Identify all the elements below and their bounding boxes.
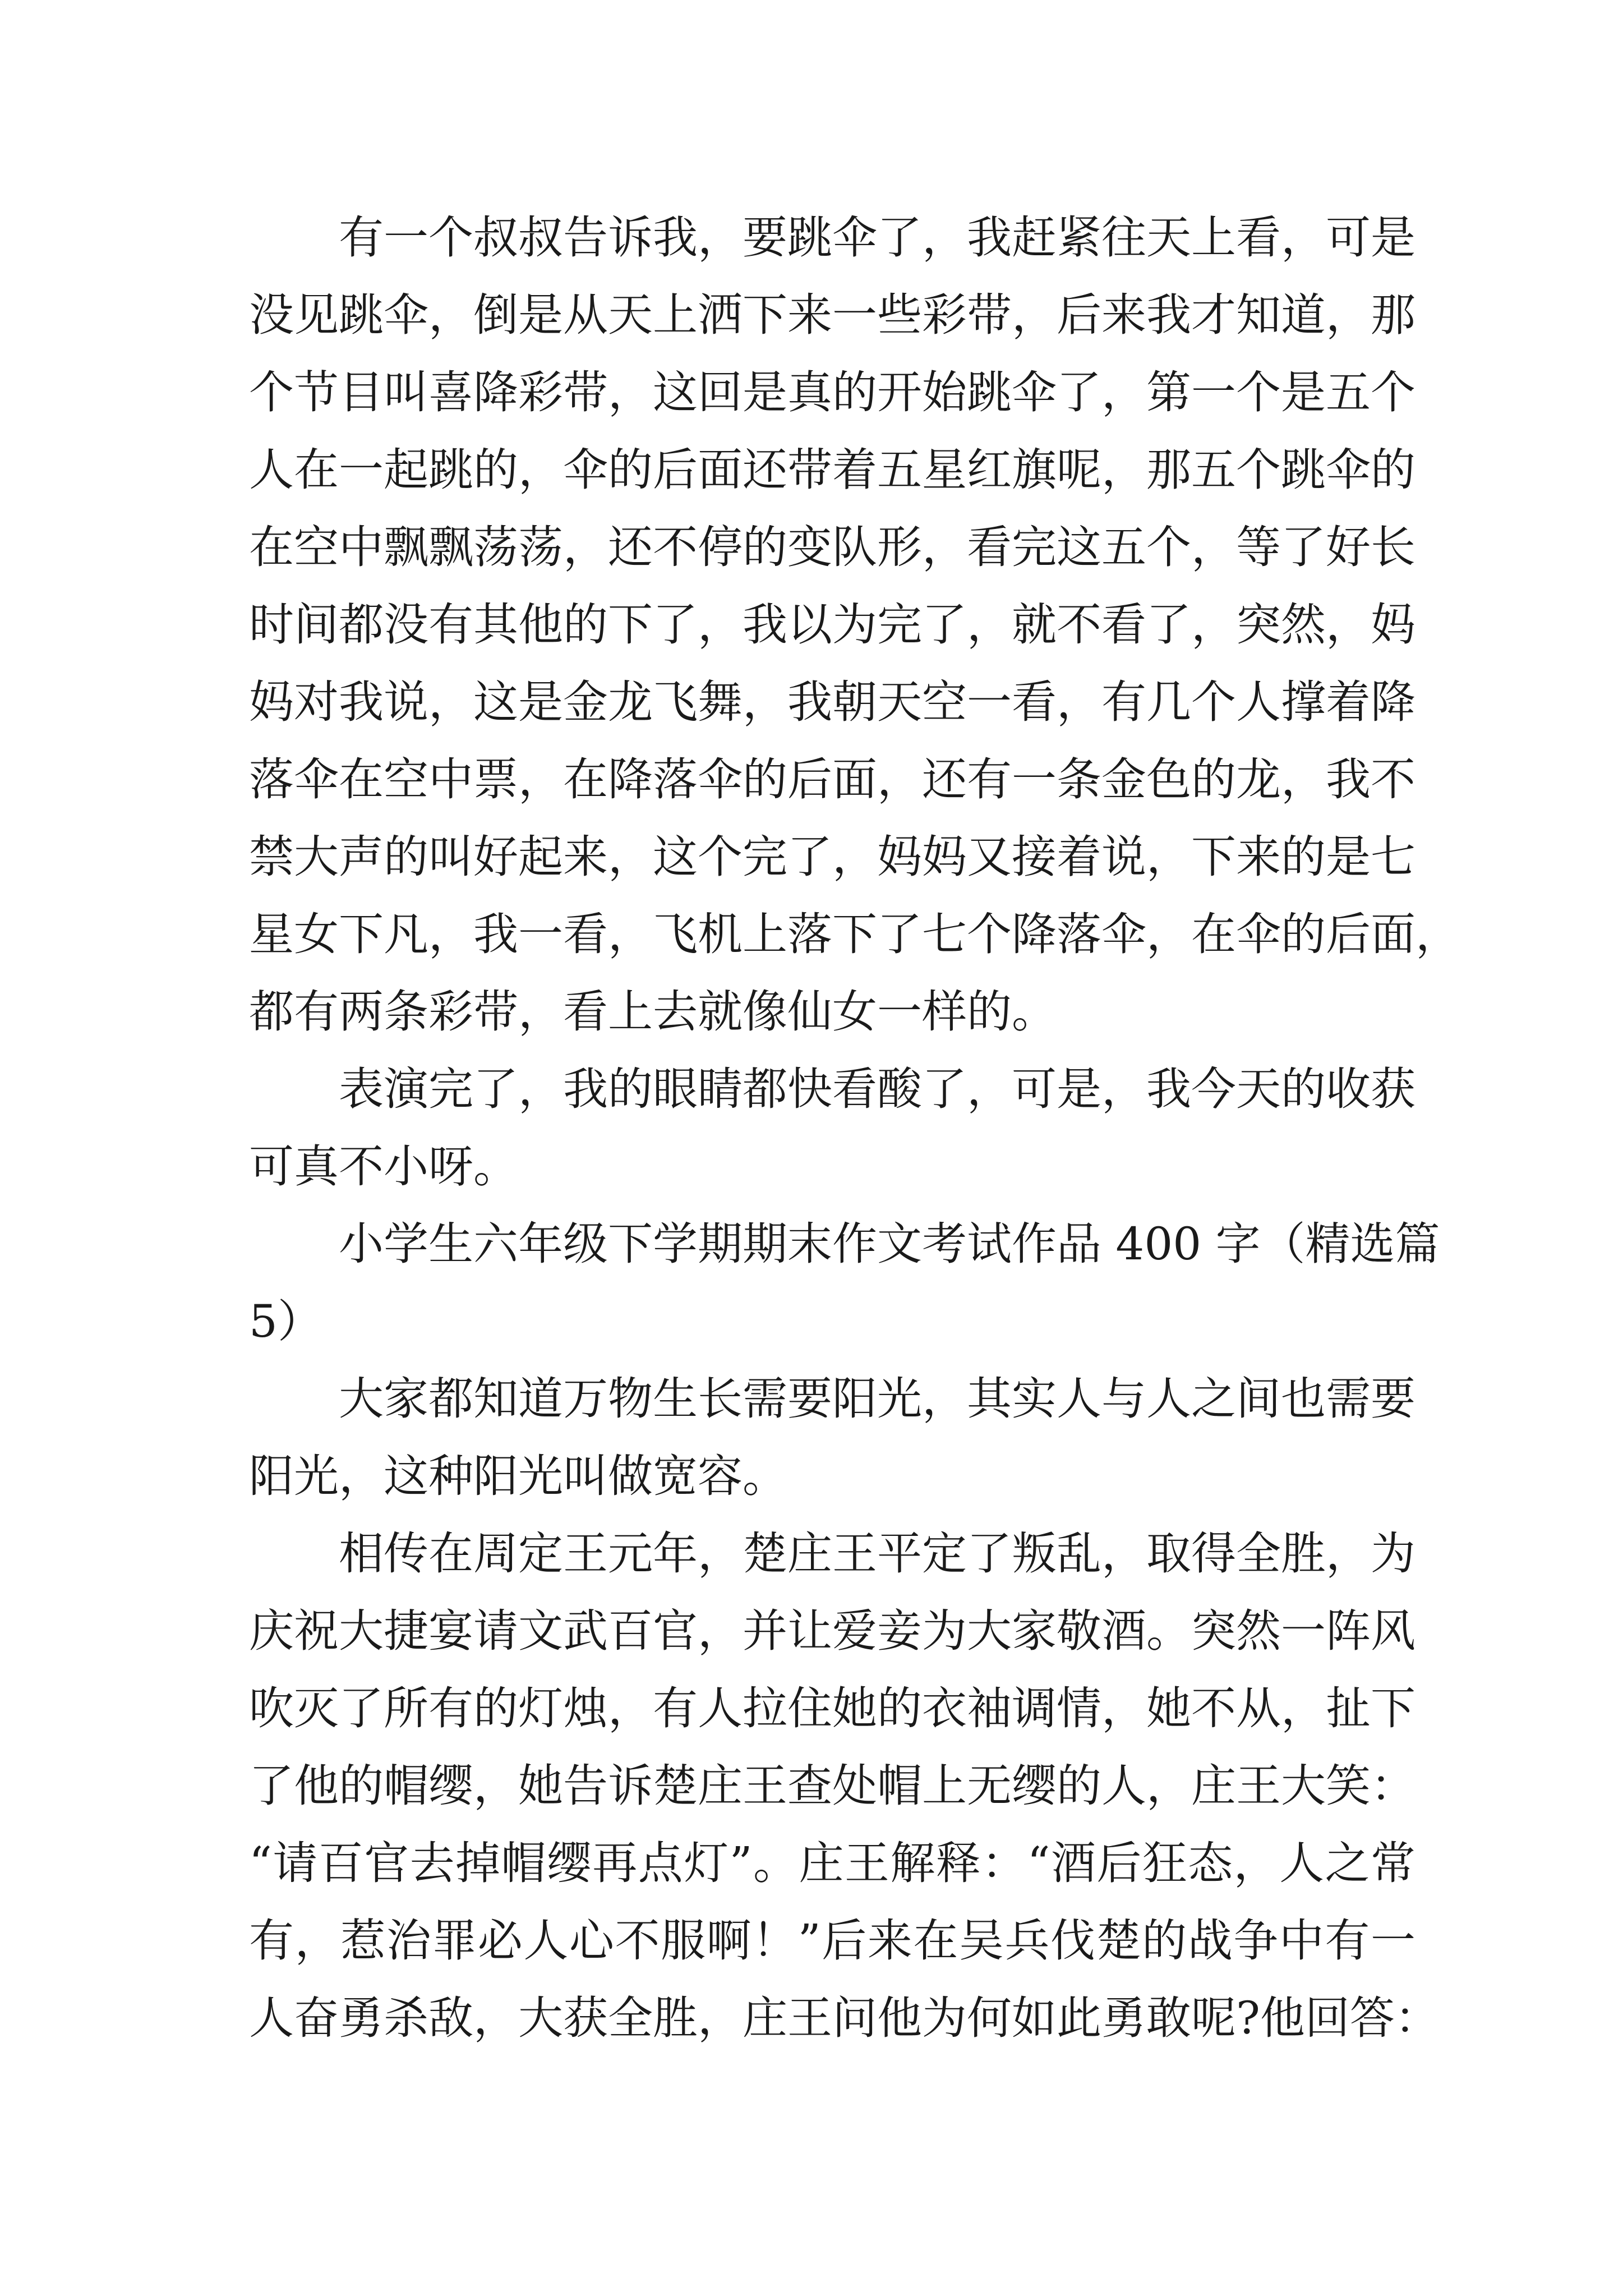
paragraph-line: 落伞在空中票，在降落伞的后面，还有一条金色的龙，我不 xyxy=(249,753,1415,806)
paragraph-line: 有，惹治罪必人心不服啊！”后来在吴兵伐楚的战争中有一 xyxy=(249,1915,1415,1967)
paragraph-line: 没见跳伞，倒是从天上洒下来一些彩带，后来我才知道，那 xyxy=(249,289,1415,341)
paragraph-line: 吹灭了所有的灯烛，有人拉住她的衣袖调情，她不从，扯下 xyxy=(249,1682,1415,1734)
paragraph-line: 可真不小呀。 xyxy=(249,1140,518,1193)
body-text xyxy=(249,199,1460,2057)
paragraph-line: 人在一起跳的，伞的后面还带着五星红旗呢，那五个跳伞的 xyxy=(249,444,1415,496)
paragraph-line: 星女下凡，我一看，飞机上落下了七个降落伞，在伞的后面， xyxy=(249,908,1460,960)
section-heading-line: 小学生六年级下学期期末作文考试作品 400 字（精选篇 xyxy=(339,1218,1440,1270)
paragraph-line: 个节目叫喜降彩带，这回是真的开始跳伞了，第一个是五个 xyxy=(249,366,1415,418)
paragraph-line: 了他的帽缨，她告诉楚庄王查处帽上无缨的人，庄王大笑： xyxy=(249,1760,1415,1812)
paragraph-line: 阳光，这种阳光叫做宽容。 xyxy=(249,1450,787,1502)
section-heading-line: 5） xyxy=(249,1295,322,1347)
paragraph-line: 人奋勇杀敌，大获全胜，庄王问他为何如此勇敢呢?他回答： xyxy=(249,1992,1440,2044)
paragraph-line: 庆祝大捷宴请文武百官，并让爱妾为大家敬酒。突然一阵风 xyxy=(249,1605,1415,1657)
paragraph-line: 妈对我说，这是金龙飞舞，我朝天空一看，有几个人撑着降 xyxy=(249,676,1415,728)
paragraph-line: 大家都知道万物生长需要阳光，其实人与人之间也需要 xyxy=(339,1373,1415,1425)
paragraph-line: 相传在周定王元年，楚庄王平定了叛乱，取得全胜，为 xyxy=(339,1527,1415,1580)
paragraph-line: 禁大声的叫好起来，这个完了，妈妈又接着说，下来的是七 xyxy=(249,831,1415,883)
paragraph-line: 有一个叔叔告诉我，要跳伞了，我赶紧往天上看，可是 xyxy=(339,211,1415,264)
paragraph-line: 在空中飘飘荡荡，还不停的变队形，看完这五个，等了好长 xyxy=(249,521,1415,573)
paragraph-line: “请百官去掉帽缨再点灯”。庄王解释：“酒后狂态，人之常 xyxy=(249,1837,1415,1889)
paragraph-line: 都有两条彩带，看上去就像仙女一样的。 xyxy=(249,986,1057,1038)
paragraph-line: 表演完了，我的眼睛都快看酸了，可是，我今天的收获 xyxy=(339,1063,1415,1115)
paragraph-line: 时间都没有其他的下了，我以为完了，就不看了，突然，妈 xyxy=(249,599,1415,651)
